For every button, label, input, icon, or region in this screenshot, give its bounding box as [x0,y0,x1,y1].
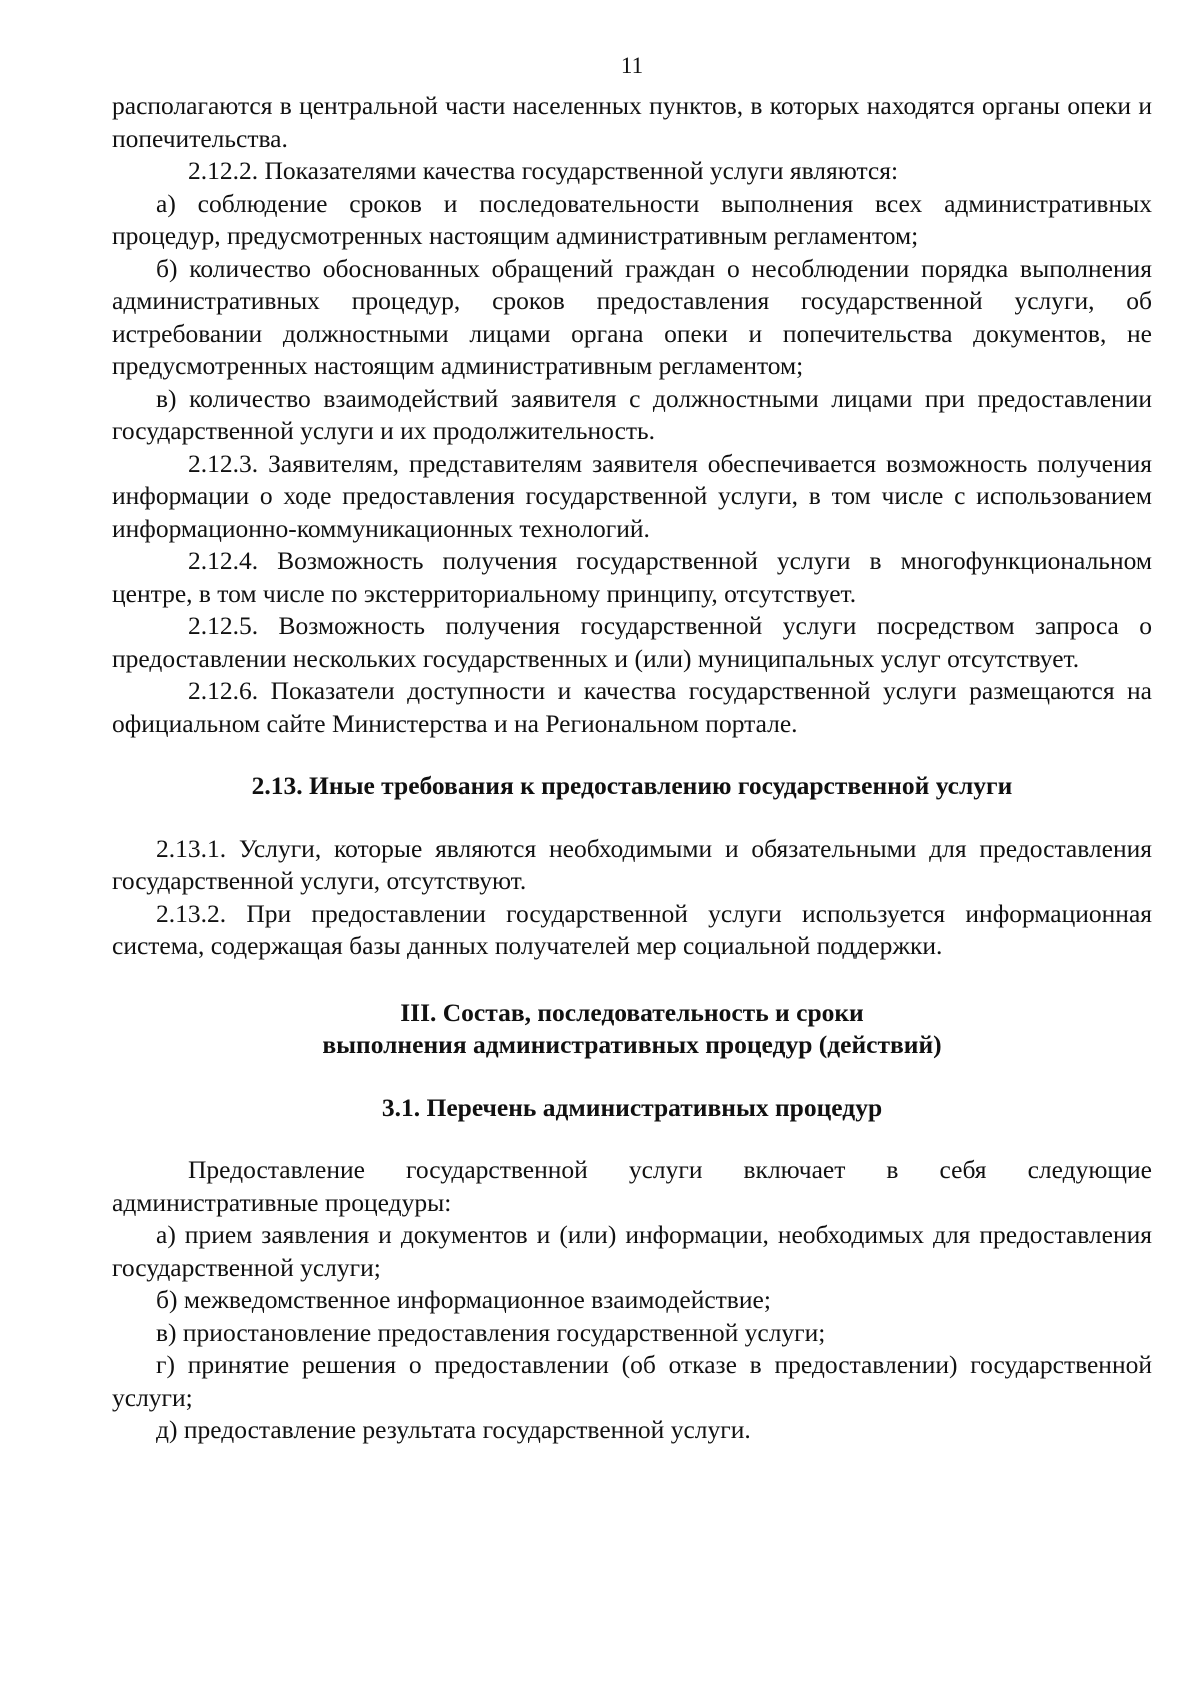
list-item-3-1-g: г) принятие решения о предоставлении (об отказе в предоставлении) государственной услуги; [112,1350,1152,1412]
paragraph-2-12-4: 2.12.4. Возможность получения государственной услуги в многофункциональном центре, в том числе по экстерриториальному принципу, отсутствует. [112,546,1152,608]
paragraph-2-12-5: 2.12.5. Возможность получения государственной услуги посредством запроса о предоставлении нескольких государственных и (или) муниципальных услуг отсутствует. [112,611,1152,673]
paragraph-2-13-1: 2.13.1. Услуги, которые являются необходимыми и обязательными для предоставления государственной услуги, отсутствуют. [112,833,1152,895]
chapter-heading-3-line2: выполнения административных процедур (действий) [322,1030,942,1059]
chapter-heading-3-line1: III. Состав, последовательность и сроки [400,997,864,1027]
list-item-2-12-2-b: б) количество обоснованных обращений граждан о несоблюдении порядка выполнения административных процедур, сроков предоставления государственной услуги, об истребовании должностными лицами органа опеки и попечительства документов, не предусмотренных настоящим административным регламентом; [112,253,1152,380]
list-item-3-1-v: в) приостановление предоставления государственной услуги; [156,1317,826,1347]
paragraph-2-12-6: 2.12.6. Показатели доступности и качества государственной услуги размещаются на официальном сайте Министерства и на Региональном портале. [112,676,1152,738]
list-item-3-1-a: а) прием заявления и документов и (или) информации, необходимых для предоставления государственной услуги; [112,1220,1152,1282]
section-heading-2-13: 2.13. Иные требования к предоставлению государственной услуги [251,771,1013,800]
paragraph-continuation: располагаются в центральной части населенных пунктов, в которых находятся органы опеки и попечительства. [112,91,1152,153]
section-heading-3-1: 3.1. Перечень административных процедур [381,1092,883,1122]
paragraph-2-12-3: 2.12.3. Заявителям, представителям заявителя обеспечивается возможность получения информации о ходе предоставления государственной услуги, в том числе с использованием информационно-коммуникационных технологий. [112,448,1152,543]
list-item-2-12-2-a: а) соблюдение сроков и последовательности выполнения всех административных процедур, предусмотренных настоящим административным регламентом; [112,188,1152,250]
page-number: 11 [620,53,644,78]
list-item-2-12-2-v: в) количество взаимодействий заявителя с должностными лицами при предоставлении государственной услуги и их продолжительность. [112,383,1152,445]
paragraph-2-13-2: 2.13.2. При предоставлении государственной услуги используется информационная система, содержащая базы данных получателей мер социальной поддержки. [112,898,1152,960]
paragraph-3-1-intro: Предоставление государственной услуги включает в себя следующие административные процедуры: [112,1155,1152,1217]
paragraph-2-12-2: 2.12.2. Показателями качества государственной услуги являются: [188,156,899,185]
list-item-3-1-b: б) межведомственное информационное взаимодействие; [156,1285,771,1314]
list-item-3-1-d: д) предоставление результата государственной услуги. [156,1415,751,1444]
